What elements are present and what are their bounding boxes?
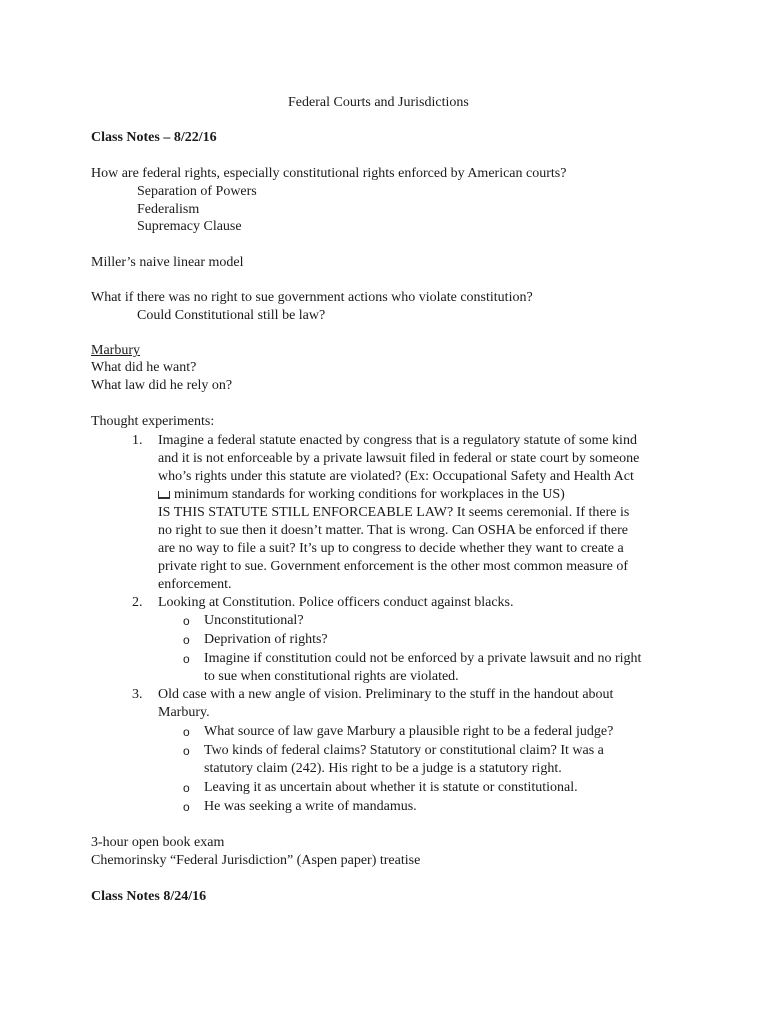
list-item-line: who’s rights under this statute are violated? (Ex: Occupational Safety and Health Act — [158, 469, 634, 484]
treatise-note: Chemorinsky “Federal Jurisdiction” (Aspen paper) treatise — [91, 853, 421, 868]
list-item-line: Marbury. — [158, 705, 210, 720]
list-number: 3. — [132, 687, 143, 702]
marbury-heading: Marbury — [91, 343, 140, 358]
list-item-line: enforcement. — [158, 577, 232, 592]
bullet-item: Imagine if constitution could not be enforced by a private lawsuit and no right — [204, 651, 642, 666]
list-item-line: minimum standards for working conditions for workplaces in the US) — [158, 486, 565, 504]
list-number: 2. — [132, 595, 143, 610]
bullet-icon: o — [183, 781, 190, 795]
list-item-line: Imagine a federal statute enacted by congress that is a regulatory statute of some kind — [158, 433, 637, 448]
arrow-icon — [158, 491, 170, 499]
bullet-icon: o — [183, 725, 190, 739]
marbury-question: What did he want? — [91, 360, 197, 375]
list-item-line: no right to sue then it doesn’t matter. That is wrong. Can OSHA be enforced if there — [158, 523, 628, 538]
concept-item: Federalism — [137, 202, 200, 217]
bullet-item: He was seeking a write of mandamus. — [204, 799, 417, 814]
exam-note: 3-hour open book exam — [91, 835, 225, 850]
bullet-item: Deprivation of rights? — [204, 632, 328, 647]
concept-item: Supremacy Clause — [137, 219, 242, 234]
bullet-item: to sue when constitutional rights are violated. — [204, 669, 459, 684]
class-notes-heading-2: Class Notes 8/24/16 — [91, 889, 207, 904]
list-number: 1. — [132, 433, 143, 448]
bullet-item: statutory claim (242). His right to be a judge is a statutory right. — [204, 761, 562, 776]
bullet-item: Unconstitutional? — [204, 613, 304, 628]
list-item-line: Old case with a new angle of vision. Preliminary to the stuff in the handout about — [158, 687, 614, 702]
thought-experiments-heading: Thought experiments: — [91, 414, 215, 429]
concept-item: Separation of Powers — [137, 184, 257, 199]
bullet-item: Two kinds of federal claims? Statutory or constitutional claim? It was a — [204, 743, 604, 758]
bullet-item: What source of law gave Marbury a plausible right to be a federal judge? — [204, 724, 614, 739]
list-item-line: Looking at Constitution. Police officers conduct against blacks. — [158, 595, 514, 610]
bullet-icon: o — [183, 800, 190, 814]
question-federal-rights: How are federal rights, especially constitutional rights enforced by American courts? — [91, 166, 567, 181]
bullet-item: Leaving it as uncertain about whether it is statute or constitutional. — [204, 780, 578, 795]
document-title: Federal Courts and Jurisdictions — [288, 95, 469, 110]
list-item-line: and it is not enforceable by a private lawsuit filed in federal or state court by someone — [158, 451, 640, 466]
miller-model: Miller’s naive linear model — [91, 255, 244, 270]
bullet-icon: o — [183, 744, 190, 758]
bullet-icon: o — [183, 614, 190, 628]
bullet-icon: o — [183, 652, 190, 666]
list-item-line: IS THIS STATUTE STILL ENFORCEABLE LAW? It seems ceremonial. If there is — [158, 505, 630, 520]
bullet-icon: o — [183, 633, 190, 647]
class-notes-heading-1: Class Notes – 8/22/16 — [91, 130, 217, 145]
marbury-question: What law did he rely on? — [91, 378, 233, 393]
question-no-right: What if there was no right to sue government actions who violate constitution? — [91, 290, 533, 305]
question-still-law: Could Constitutional still be law? — [137, 308, 326, 323]
list-item-line: private right to sue. Government enforcement is the other most common measure of — [158, 559, 629, 574]
list-item-line: are no way to file a suit? It’s up to congress to decide whether they want to create a — [158, 541, 624, 556]
